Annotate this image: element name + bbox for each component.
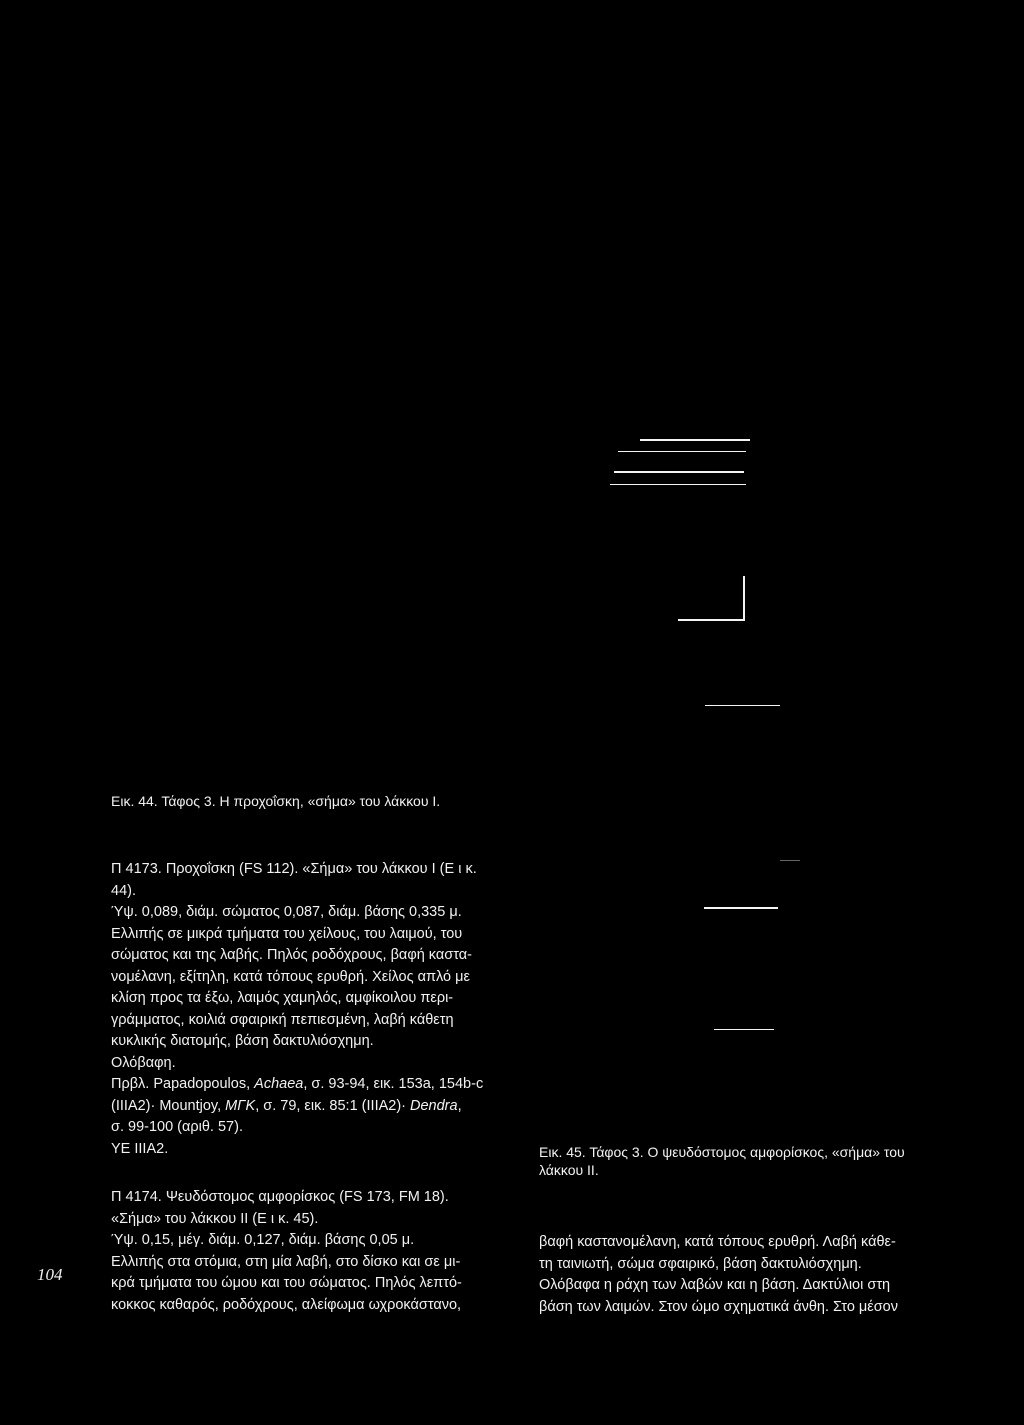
figure-45-edge-line: [780, 860, 800, 861]
reference-line: σ. 99-100 (αριθ. 57).: [111, 1119, 243, 1135]
entry-line: βάση των λαιμών. Στον ώμο σχηματικά άνθη. Στο μέσον: [539, 1298, 898, 1315]
figure-45-edge-line: [704, 907, 778, 909]
entry-line: Ολόβαφη.: [111, 1054, 176, 1071]
entry-line: κοκκος καθαρός, ροδόχρους, αλείφωμα ωχροκάστανο,: [111, 1296, 462, 1313]
entry-line: 44).: [111, 882, 136, 899]
figure-44-edge-line: [678, 619, 744, 621]
reference-line: (IIIA2)· Mountjoy, ΜΓΚ, σ. 79, εικ. 85:1 (IIIA2)· Dendra,: [111, 1097, 462, 1114]
figure-44-edge-line: [614, 471, 744, 473]
entry-line: βαφή καστανομέλανη, κατά τόπους ερυθρή. Λαβή κάθε-: [539, 1234, 896, 1250]
entry-line: Ύψ. 0,089, διάμ. σώματος 0,087, διάμ. βάσης 0,335 μ.: [111, 904, 462, 920]
entry-line: τη ταινιωτή, σώμα σφαιρικό, βάση δακτυλιόσχημη.: [539, 1255, 862, 1272]
figure-44-edge-line: [610, 484, 746, 485]
entry-line: σώματος και της λαβής. Πηλός ροδόχρους, βαφή καστα-: [111, 947, 472, 963]
entry-line: κυκλικής διατομής, βάση δακτυλιόσχημη.: [111, 1033, 374, 1049]
entry-line: νομέλανη, εξίτηλη, κατά τόπους ερυθρή. Χείλος απλό με: [111, 968, 470, 985]
figure-44-edge-line: [743, 576, 745, 621]
reference-title: ΜΓΚ: [225, 1097, 256, 1114]
reference-title: Dendra: [410, 1097, 458, 1114]
figure-45-edge-line: [714, 1029, 774, 1030]
right-column-text: [539, 1232, 898, 1318]
figure-44-caption: Εικ. 44. Τάφος 3. Η προχοΐσκη, «σήμα» του λάκκου Ι.: [111, 793, 441, 809]
entry-line: «Σήμα» του λάκκου ΙΙ (Ε ι κ. 45).: [111, 1210, 319, 1227]
figure-45-caption: [539, 1143, 905, 1179]
catalogue-entry-p4173: [111, 859, 483, 1160]
figure-44-edge-line: [705, 705, 780, 706]
entry-line: κρά τμήματα του ώμου και του σώματος. Πηλός λεπτό-: [111, 1275, 462, 1291]
entry-line: Ελλιπής σε μικρά τμήματα του χείλους, του λαιμού, του: [111, 925, 463, 942]
entry-line: κλίση προς τα έξω, λαιμός χαμηλός, αμφίκοιλου περι-: [111, 990, 454, 1006]
figure-45-image: [680, 850, 800, 1050]
reference-title: Achaea: [254, 1076, 304, 1092]
catalogue-entry-p4174: [111, 1187, 462, 1316]
entry-line: Ολόβαφα η ράχη των λαβών και η βάση. Δακτύλιοι στη: [539, 1277, 891, 1293]
reference-line: Πρβλ. Papadopoulos, Achaea, σ. 93-94, εικ. 153a, 154b-c: [111, 1076, 484, 1092]
figure-44-edge-line: [640, 439, 750, 441]
entry-line: Π 4173. Προχοΐσκη (FS 112). «Σήμα» του λάκκου Ι (Ε ι κ.: [111, 861, 477, 877]
entry-line: Ύψ. 0,15, μέγ. διάμ. 0,127, διάμ. βάσης 0,05 μ.: [111, 1232, 415, 1248]
page-number: 104: [37, 1265, 63, 1284]
dating: ΥΕ ΙΙΙΑ2.: [111, 1140, 169, 1157]
figure-45-caption-line: Εικ. 45. Τάφος 3. Ο ψευδόστομος αμφορίσκος, «σήμα» του: [539, 1144, 905, 1160]
figure-44-edge-line: [618, 451, 746, 452]
entry-line: Ελλιπής στα στόμια, στη μία λαβή, στο δίσκο και σε μι-: [111, 1253, 461, 1270]
entry-line: Π 4174. Ψευδόστομος αμφορίσκος (FS 173, FM 18).: [111, 1189, 449, 1205]
figure-45-caption-line: λάκκου ΙΙ.: [539, 1162, 599, 1178]
entry-line: γράμματος, κοιλιά σφαιρική πεπιεσμένη, λαβή κάθετη: [111, 1011, 454, 1028]
figure-44-image: [540, 380, 800, 710]
